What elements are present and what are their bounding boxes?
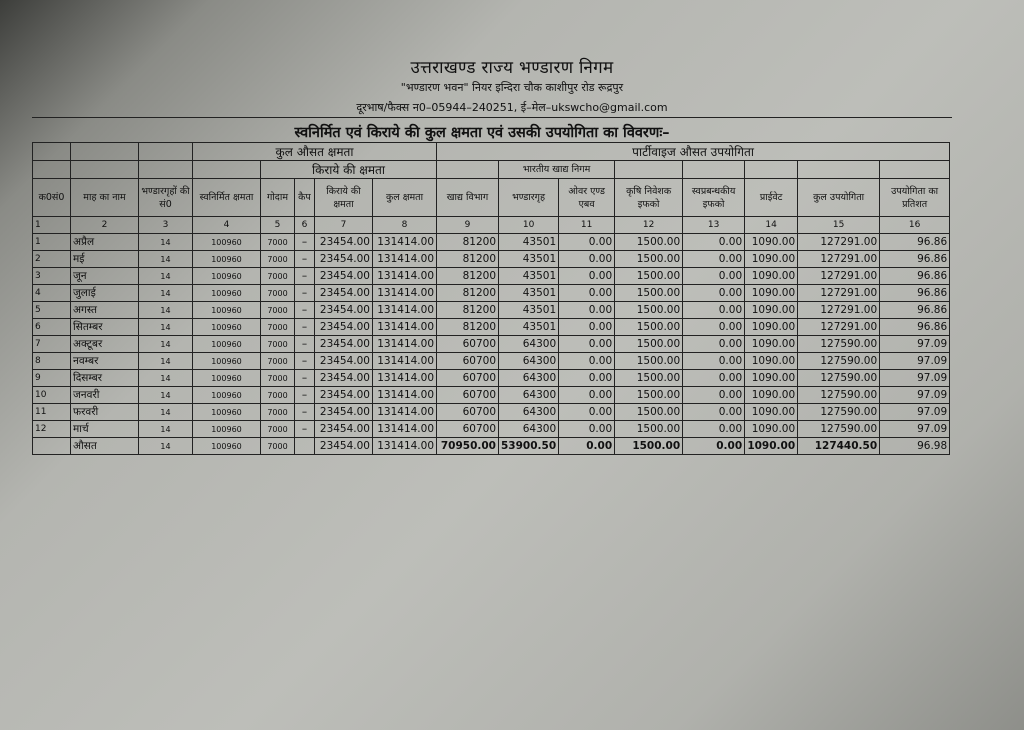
cell-cap: – bbox=[295, 370, 315, 387]
cell-own: 100960 bbox=[193, 387, 261, 404]
column-number-12: 12 bbox=[615, 217, 683, 234]
cell-cap: – bbox=[295, 421, 315, 438]
cell-wh2: 64300 bbox=[499, 336, 559, 353]
cell-sn: 9 bbox=[33, 370, 71, 387]
table-row bbox=[33, 404, 950, 421]
cell-wh: 14 bbox=[139, 404, 193, 421]
cell-sn: 6 bbox=[33, 319, 71, 336]
cell-month: मई bbox=[71, 251, 139, 268]
column-number-3: 3 bbox=[139, 217, 193, 234]
cell-own: 100960 bbox=[193, 404, 261, 421]
col-header-krishi-iffco: कृषि निवेशक इफको bbox=[615, 179, 683, 217]
column-number-8: 8 bbox=[373, 217, 437, 234]
blank-cell bbox=[615, 161, 683, 179]
table-row bbox=[33, 319, 950, 336]
header-row-groups bbox=[33, 143, 950, 161]
cell-pct: 96.86 bbox=[880, 268, 950, 285]
average-pvt: 1090.00 bbox=[745, 438, 798, 455]
cell-cap: – bbox=[295, 268, 315, 285]
column-number-13: 13 bbox=[683, 217, 745, 234]
cell-rent: 23454.00 bbox=[315, 353, 373, 370]
average-row bbox=[33, 438, 950, 455]
table-row bbox=[33, 268, 950, 285]
cell-food: 60700 bbox=[437, 353, 499, 370]
column-number-6: 6 bbox=[295, 217, 315, 234]
cell-godown: 7000 bbox=[261, 404, 295, 421]
cell-wh2: 43501 bbox=[499, 268, 559, 285]
cell-krishi: 1500.00 bbox=[615, 404, 683, 421]
cell-sn: 8 bbox=[33, 353, 71, 370]
cell-wh2: 43501 bbox=[499, 302, 559, 319]
cell-wh2: 43501 bbox=[499, 285, 559, 302]
cell-wh2: 64300 bbox=[499, 421, 559, 438]
cell-pct: 96.86 bbox=[880, 285, 950, 302]
cell-cap: – bbox=[295, 319, 315, 336]
column-number-2: 2 bbox=[71, 217, 139, 234]
cell-wh: 14 bbox=[139, 234, 193, 251]
cell-over: 0.00 bbox=[559, 302, 615, 319]
col-header-utilization-pct: उपयोगिता का प्रतिशत bbox=[880, 179, 950, 217]
cell-util: 127291.00 bbox=[798, 302, 880, 319]
table-row bbox=[33, 285, 950, 302]
cell-own: 100960 bbox=[193, 285, 261, 302]
table-row bbox=[33, 302, 950, 319]
cell-sn: 4 bbox=[33, 285, 71, 302]
cell-godown: 7000 bbox=[261, 285, 295, 302]
cell-pvt: 1090.00 bbox=[745, 319, 798, 336]
cell-sn: 3 bbox=[33, 268, 71, 285]
cell-godown: 7000 bbox=[261, 353, 295, 370]
cell-over: 0.00 bbox=[559, 404, 615, 421]
cell-krishi: 1500.00 bbox=[615, 387, 683, 404]
cell-food: 81200 bbox=[437, 251, 499, 268]
cell-over: 0.00 bbox=[559, 353, 615, 370]
cell-godown: 7000 bbox=[261, 370, 295, 387]
table-row bbox=[33, 387, 950, 404]
cell-pct: 96.86 bbox=[880, 234, 950, 251]
cell-wh: 14 bbox=[139, 285, 193, 302]
cell-over: 0.00 bbox=[559, 387, 615, 404]
cell-pct: 97.09 bbox=[880, 404, 950, 421]
cell-krishi: 1500.00 bbox=[615, 421, 683, 438]
table-row bbox=[33, 421, 950, 438]
cell-food: 81200 bbox=[437, 268, 499, 285]
average-total: 131414.00 bbox=[373, 438, 437, 455]
column-number-14: 14 bbox=[745, 217, 798, 234]
blank-cell bbox=[139, 161, 193, 179]
org-address: "भण्डारण भवन" नियर इन्दिरा चौक काशीपुर रोड रूद्रपुर bbox=[400, 81, 624, 94]
table-row bbox=[33, 336, 950, 353]
cell-total: 131414.00 bbox=[373, 370, 437, 387]
cell-own: 100960 bbox=[193, 319, 261, 336]
cell-rent: 23454.00 bbox=[315, 285, 373, 302]
cell-pvt: 1090.00 bbox=[745, 370, 798, 387]
column-number-4: 4 bbox=[193, 217, 261, 234]
group-partywise-header: पार्टीवाइज औसत उपयोगिता bbox=[437, 143, 950, 161]
cell-wh2: 64300 bbox=[499, 404, 559, 421]
cell-wh2: 64300 bbox=[499, 387, 559, 404]
blank-cell bbox=[683, 161, 745, 179]
blank-cell bbox=[295, 438, 315, 455]
col-header-month: माह का नाम bbox=[71, 179, 139, 217]
cell-month: जून bbox=[71, 268, 139, 285]
blank-cell bbox=[33, 438, 71, 455]
cell-cap: – bbox=[295, 302, 315, 319]
cell-total: 131414.00 bbox=[373, 404, 437, 421]
cell-swa: 0.00 bbox=[683, 387, 745, 404]
cell-food: 81200 bbox=[437, 319, 499, 336]
cell-over: 0.00 bbox=[559, 268, 615, 285]
group-fci-header: भारतीय खाद्य निगम bbox=[499, 161, 615, 179]
average-pct: 96.98 bbox=[880, 438, 950, 455]
cell-pct: 97.09 bbox=[880, 370, 950, 387]
cell-food: 60700 bbox=[437, 336, 499, 353]
cell-sn: 12 bbox=[33, 421, 71, 438]
cell-rent: 23454.00 bbox=[315, 421, 373, 438]
cell-rent: 23454.00 bbox=[315, 234, 373, 251]
cell-rent: 23454.00 bbox=[315, 302, 373, 319]
cell-godown: 7000 bbox=[261, 251, 295, 268]
cell-pct: 97.09 bbox=[880, 336, 950, 353]
blank-cell bbox=[71, 161, 139, 179]
cell-pct: 96.86 bbox=[880, 251, 950, 268]
cell-pvt: 1090.00 bbox=[745, 387, 798, 404]
cell-godown: 7000 bbox=[261, 421, 295, 438]
cell-krishi: 1500.00 bbox=[615, 251, 683, 268]
document-title: स्वनिर्मित एवं किराये की कुल क्षमता एवं उसकी उपयोगिता का विवरणः– bbox=[294, 125, 670, 141]
cell-krishi: 1500.00 bbox=[615, 353, 683, 370]
cell-krishi: 1500.00 bbox=[615, 285, 683, 302]
cell-own: 100960 bbox=[193, 234, 261, 251]
cell-swa: 0.00 bbox=[683, 336, 745, 353]
cell-wh: 14 bbox=[139, 387, 193, 404]
cell-total: 131414.00 bbox=[373, 421, 437, 438]
cell-own: 100960 bbox=[193, 370, 261, 387]
blank-cell bbox=[33, 143, 71, 161]
blank-cell bbox=[437, 161, 499, 179]
cell-pvt: 1090.00 bbox=[745, 404, 798, 421]
cell-over: 0.00 bbox=[559, 319, 615, 336]
cell-pvt: 1090.00 bbox=[745, 421, 798, 438]
cell-pct: 97.09 bbox=[880, 387, 950, 404]
cell-krishi: 1500.00 bbox=[615, 268, 683, 285]
column-number-1: 1 bbox=[33, 217, 71, 234]
cell-cap: – bbox=[295, 404, 315, 421]
cell-swa: 0.00 bbox=[683, 353, 745, 370]
cell-total: 131414.00 bbox=[373, 268, 437, 285]
column-number-7: 7 bbox=[315, 217, 373, 234]
column-number-5: 5 bbox=[261, 217, 295, 234]
cell-godown: 7000 bbox=[261, 268, 295, 285]
cell-util: 127590.00 bbox=[798, 336, 880, 353]
cell-krishi: 1500.00 bbox=[615, 234, 683, 251]
cell-rent: 23454.00 bbox=[315, 251, 373, 268]
average-wh: 14 bbox=[139, 438, 193, 455]
cell-swa: 0.00 bbox=[683, 268, 745, 285]
cell-own: 100960 bbox=[193, 251, 261, 268]
cell-rent: 23454.00 bbox=[315, 387, 373, 404]
cell-rent: 23454.00 bbox=[315, 404, 373, 421]
cell-pvt: 1090.00 bbox=[745, 268, 798, 285]
average-krishi: 1500.00 bbox=[615, 438, 683, 455]
blank-cell bbox=[880, 161, 950, 179]
cell-total: 131414.00 bbox=[373, 353, 437, 370]
cell-month: सितम्बर bbox=[71, 319, 139, 336]
cell-wh2: 43501 bbox=[499, 234, 559, 251]
cell-over: 0.00 bbox=[559, 234, 615, 251]
cell-godown: 7000 bbox=[261, 336, 295, 353]
cell-food: 81200 bbox=[437, 285, 499, 302]
cell-pct: 96.86 bbox=[880, 302, 950, 319]
header-row-columns bbox=[33, 179, 950, 217]
cell-sn: 7 bbox=[33, 336, 71, 353]
cell-util: 127291.00 bbox=[798, 234, 880, 251]
cell-own: 100960 bbox=[193, 302, 261, 319]
cell-total: 131414.00 bbox=[373, 319, 437, 336]
cell-rent: 23454.00 bbox=[315, 336, 373, 353]
cell-pvt: 1090.00 bbox=[745, 234, 798, 251]
cell-cap: – bbox=[295, 234, 315, 251]
col-header-total-utilization: कुल उपयोगिता bbox=[798, 179, 880, 217]
cell-wh: 14 bbox=[139, 353, 193, 370]
cell-cap: – bbox=[295, 353, 315, 370]
col-header-total-capacity: कुल क्षमता bbox=[373, 179, 437, 217]
col-header-rented-capacity: किराये की क्षमता bbox=[315, 179, 373, 217]
cell-over: 0.00 bbox=[559, 421, 615, 438]
cell-own: 100960 bbox=[193, 268, 261, 285]
table-row bbox=[33, 353, 950, 370]
cell-rent: 23454.00 bbox=[315, 268, 373, 285]
col-header-sn: क0सं0 bbox=[33, 179, 71, 217]
cell-util: 127590.00 bbox=[798, 404, 880, 421]
col-header-own-capacity: स्वनिर्मित क्षमता bbox=[193, 179, 261, 217]
cell-wh2: 43501 bbox=[499, 319, 559, 336]
blank-cell bbox=[193, 161, 261, 179]
cell-util: 127590.00 bbox=[798, 353, 880, 370]
cell-cap: – bbox=[295, 285, 315, 302]
cell-util: 127590.00 bbox=[798, 387, 880, 404]
cell-total: 131414.00 bbox=[373, 285, 437, 302]
cell-month: नवम्बर bbox=[71, 353, 139, 370]
cell-own: 100960 bbox=[193, 353, 261, 370]
cell-pct: 96.86 bbox=[880, 319, 950, 336]
cell-krishi: 1500.00 bbox=[615, 370, 683, 387]
cell-pvt: 1090.00 bbox=[745, 353, 798, 370]
cell-wh: 14 bbox=[139, 302, 193, 319]
cell-swa: 0.00 bbox=[683, 404, 745, 421]
column-number-9: 9 bbox=[437, 217, 499, 234]
group-rented-header: किराये की क्षमता bbox=[261, 161, 437, 179]
col-header-godown: गोदाम bbox=[261, 179, 295, 217]
cell-month: अप्रैल bbox=[71, 234, 139, 251]
blank-cell bbox=[33, 161, 71, 179]
cell-month: जुलाई bbox=[71, 285, 139, 302]
cell-util: 127291.00 bbox=[798, 251, 880, 268]
cell-swa: 0.00 bbox=[683, 234, 745, 251]
cell-pvt: 1090.00 bbox=[745, 302, 798, 319]
cell-swa: 0.00 bbox=[683, 285, 745, 302]
average-rent: 23454.00 bbox=[315, 438, 373, 455]
cell-util: 127291.00 bbox=[798, 268, 880, 285]
group-capacity-header: कुल औसत क्षमता bbox=[193, 143, 437, 161]
col-header-warehouses: भण्डारगृहों की सं0 bbox=[139, 179, 193, 217]
cell-cap: – bbox=[295, 336, 315, 353]
capacity-table bbox=[32, 142, 950, 455]
average-own: 100960 bbox=[193, 438, 261, 455]
cell-godown: 7000 bbox=[261, 234, 295, 251]
cell-godown: 7000 bbox=[261, 387, 295, 404]
col-header-food-dept: खाद्य विभाग bbox=[437, 179, 499, 217]
cell-pvt: 1090.00 bbox=[745, 336, 798, 353]
cell-util: 127291.00 bbox=[798, 319, 880, 336]
cell-swa: 0.00 bbox=[683, 319, 745, 336]
table-row bbox=[33, 234, 950, 251]
col-header-warehouse: भण्डारगृह bbox=[499, 179, 559, 217]
blank-cell bbox=[139, 143, 193, 161]
cell-total: 131414.00 bbox=[373, 302, 437, 319]
cell-swa: 0.00 bbox=[683, 251, 745, 268]
cell-godown: 7000 bbox=[261, 302, 295, 319]
cell-swa: 0.00 bbox=[683, 370, 745, 387]
column-number-15: 15 bbox=[798, 217, 880, 234]
average-food: 70950.00 bbox=[437, 438, 499, 455]
org-contact: दूरभाष/फैक्स न0–05944–240251, ई–मेल–ukswcho@gmail.com bbox=[356, 101, 668, 114]
cell-util: 127590.00 bbox=[798, 421, 880, 438]
average-swa: 0.00 bbox=[683, 438, 745, 455]
cell-month: अगस्त bbox=[71, 302, 139, 319]
column-number-10: 10 bbox=[499, 217, 559, 234]
org-name: उत्तराखण्ड राज्य भण्डारण निगम bbox=[410, 58, 614, 78]
cell-month: अक्टूबर bbox=[71, 336, 139, 353]
cell-month: फरवरी bbox=[71, 404, 139, 421]
header-rule bbox=[32, 117, 952, 118]
col-header-cap: कैप bbox=[295, 179, 315, 217]
cell-wh: 14 bbox=[139, 319, 193, 336]
cell-cap: – bbox=[295, 251, 315, 268]
cell-wh: 14 bbox=[139, 421, 193, 438]
cell-food: 81200 bbox=[437, 234, 499, 251]
average-godown: 7000 bbox=[261, 438, 295, 455]
col-header-private: प्राईवेट bbox=[745, 179, 798, 217]
cell-wh2: 43501 bbox=[499, 251, 559, 268]
average-util: 127440.50 bbox=[798, 438, 880, 455]
cell-wh: 14 bbox=[139, 370, 193, 387]
cell-sn: 5 bbox=[33, 302, 71, 319]
cell-pvt: 1090.00 bbox=[745, 285, 798, 302]
cell-sn: 1 bbox=[33, 234, 71, 251]
cell-food: 60700 bbox=[437, 421, 499, 438]
cell-total: 131414.00 bbox=[373, 387, 437, 404]
cell-food: 60700 bbox=[437, 370, 499, 387]
cell-own: 100960 bbox=[193, 336, 261, 353]
cell-over: 0.00 bbox=[559, 285, 615, 302]
cell-pvt: 1090.00 bbox=[745, 251, 798, 268]
cell-pct: 97.09 bbox=[880, 353, 950, 370]
cell-month: जनवरी bbox=[71, 387, 139, 404]
cell-sn: 11 bbox=[33, 404, 71, 421]
cell-util: 127590.00 bbox=[798, 370, 880, 387]
blank-cell bbox=[745, 161, 798, 179]
cell-godown: 7000 bbox=[261, 319, 295, 336]
cell-rent: 23454.00 bbox=[315, 370, 373, 387]
cell-total: 131414.00 bbox=[373, 336, 437, 353]
cell-wh: 14 bbox=[139, 251, 193, 268]
cell-swa: 0.00 bbox=[683, 302, 745, 319]
header-row-subgroups bbox=[33, 161, 950, 179]
blank-cell bbox=[71, 143, 139, 161]
blank-cell bbox=[798, 161, 880, 179]
cell-over: 0.00 bbox=[559, 251, 615, 268]
cell-krishi: 1500.00 bbox=[615, 319, 683, 336]
cell-util: 127291.00 bbox=[798, 285, 880, 302]
col-header-over-above: ओवर एण्ड एबव bbox=[559, 179, 615, 217]
cell-food: 60700 bbox=[437, 387, 499, 404]
cell-month: मार्च bbox=[71, 421, 139, 438]
cell-over: 0.00 bbox=[559, 370, 615, 387]
column-number-16: 16 bbox=[880, 217, 950, 234]
cell-sn: 2 bbox=[33, 251, 71, 268]
cell-food: 60700 bbox=[437, 404, 499, 421]
cell-wh2: 64300 bbox=[499, 353, 559, 370]
cell-swa: 0.00 bbox=[683, 421, 745, 438]
average-over: 0.00 bbox=[559, 438, 615, 455]
cell-wh2: 64300 bbox=[499, 370, 559, 387]
cell-food: 81200 bbox=[437, 302, 499, 319]
cell-wh: 14 bbox=[139, 336, 193, 353]
cell-own: 100960 bbox=[193, 421, 261, 438]
cell-wh: 14 bbox=[139, 268, 193, 285]
column-number-11: 11 bbox=[559, 217, 615, 234]
cell-krishi: 1500.00 bbox=[615, 302, 683, 319]
column-number-row bbox=[33, 217, 950, 234]
cell-sn: 10 bbox=[33, 387, 71, 404]
cell-total: 131414.00 bbox=[373, 234, 437, 251]
col-header-self-iffco: स्वप्रबन्धकीय इफको bbox=[683, 179, 745, 217]
table-row bbox=[33, 370, 950, 387]
average-label: औसत bbox=[71, 438, 139, 455]
table-row bbox=[33, 251, 950, 268]
cell-krishi: 1500.00 bbox=[615, 336, 683, 353]
cell-cap: – bbox=[295, 387, 315, 404]
cell-month: दिसम्बर bbox=[71, 370, 139, 387]
average-wh2: 53900.50 bbox=[499, 438, 559, 455]
cell-rent: 23454.00 bbox=[315, 319, 373, 336]
cell-pct: 97.09 bbox=[880, 421, 950, 438]
cell-total: 131414.00 bbox=[373, 251, 437, 268]
cell-over: 0.00 bbox=[559, 336, 615, 353]
